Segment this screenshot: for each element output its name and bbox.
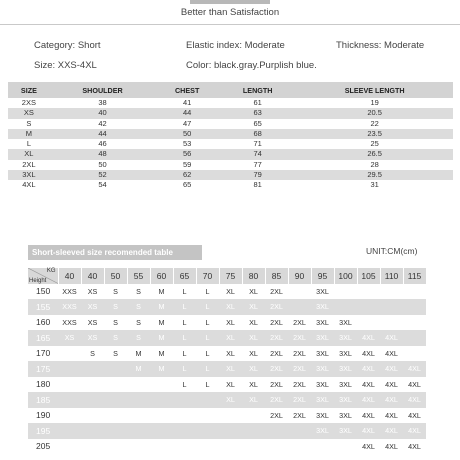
table-cell (357, 315, 380, 331)
table-cell: 2XL (270, 317, 283, 327)
table-cell: 4XL (357, 361, 380, 377)
size-table-header (8, 82, 453, 98)
recommend-table-header (28, 268, 426, 284)
table-cell: XL (8, 149, 50, 159)
table-row (8, 108, 453, 118)
table-cell: 62 (155, 170, 219, 180)
weight-header: 75 (219, 268, 242, 284)
table-cell: S (104, 330, 127, 346)
table-cell: 4XL (385, 441, 398, 451)
height-label: 185 (28, 392, 58, 408)
weight-header: 80 (242, 268, 265, 284)
table-cell: 28 (370, 159, 379, 169)
weight-header: 70 (196, 268, 219, 284)
table-cell: XL (242, 361, 265, 377)
table-cell: 2XL (270, 379, 283, 389)
height-label: 150 (36, 286, 51, 297)
table-cell (265, 439, 288, 455)
table-cell: 2XL (270, 348, 283, 358)
table-cell (357, 284, 380, 300)
weight-header: 95 (311, 268, 334, 284)
table-cell (58, 377, 81, 393)
table-cell (58, 361, 81, 377)
table-cell: 77 (253, 159, 262, 169)
weight-header: 85 (265, 268, 288, 284)
table-row (28, 315, 426, 331)
table-cell: 65 (253, 118, 262, 128)
weight-header: 40 (58, 268, 81, 284)
table-cell: L (182, 348, 187, 358)
table-cell: 4XL (362, 410, 375, 420)
table-cell: 4XL (403, 423, 426, 439)
table-cell: 2XL (265, 392, 288, 408)
table-cell (403, 284, 426, 300)
table-cell: XS (87, 286, 98, 296)
height-label: 155 (28, 299, 58, 315)
col-length-header: LENGTH (219, 82, 296, 98)
table-cell (380, 315, 403, 331)
table-cell: 3XL (339, 379, 352, 389)
brand-logo-fragment (190, 0, 270, 4)
recommend-table (28, 268, 427, 454)
table-cell: L (182, 379, 187, 389)
table-cell: 3XL (316, 317, 329, 327)
table-cell (104, 361, 127, 377)
weight-header: 110 (380, 268, 403, 284)
table-cell: XL (226, 286, 235, 296)
table-row (28, 392, 426, 408)
table-cell (334, 284, 357, 300)
table-cell: 26.5 (296, 149, 453, 159)
table-cell (104, 408, 127, 424)
unit-label: UNIT:CM(cm) (366, 246, 418, 256)
table-cell: 41 (182, 98, 192, 107)
table-cell: XL (242, 392, 265, 408)
table-cell: XL (219, 392, 242, 408)
height-label: 175 (28, 361, 58, 377)
table-cell: 50 (98, 159, 107, 169)
table-cell (127, 423, 150, 439)
table-cell: S (127, 330, 150, 346)
table-cell (403, 330, 426, 346)
col-shoulder-header: SHOULDER (50, 82, 156, 98)
table-cell: XXS (58, 299, 81, 315)
weight-header: 90 (288, 268, 311, 284)
table-cell: 2XL (265, 361, 288, 377)
table-row (8, 180, 453, 190)
corner-cell (28, 268, 58, 284)
table-row (28, 423, 426, 439)
table-cell: 3XL (334, 392, 357, 408)
table-row (8, 129, 453, 139)
height-label: 190 (36, 410, 51, 421)
table-cell: XS (81, 299, 104, 315)
table-cell: 3XL (311, 330, 334, 346)
table-cell: XL (219, 299, 242, 315)
table-cell: 4XL (380, 361, 403, 377)
table-cell: S (113, 286, 118, 296)
table-cell: 3XL (334, 330, 357, 346)
size-table (8, 82, 453, 191)
table-cell (81, 423, 104, 439)
table-cell (288, 423, 311, 439)
table-cell: 2XL (288, 361, 311, 377)
weight-header: 40 (81, 268, 104, 284)
table-cell: XL (249, 348, 258, 358)
table-cell (403, 315, 426, 331)
height-label: 205 (36, 441, 51, 452)
table-cell: M (8, 129, 50, 139)
table-cell: L (173, 299, 196, 315)
table-cell: M (150, 361, 173, 377)
table-cell: 3XL (334, 423, 357, 439)
table-cell: 4XL (362, 379, 375, 389)
table-cell: 42 (98, 118, 107, 128)
table-cell (173, 392, 196, 408)
table-cell: 25 (370, 139, 379, 149)
table-cell: S (104, 299, 127, 315)
weight-header: 105 (357, 268, 380, 284)
col-chest-header: CHEST (155, 82, 219, 98)
table-cell (58, 346, 81, 362)
table-cell: 2XL (293, 410, 306, 420)
table-cell (219, 423, 242, 439)
table-cell (288, 299, 311, 315)
table-cell (104, 377, 127, 393)
table-row (8, 139, 453, 149)
table-cell (150, 423, 173, 439)
table-cell: XL (226, 379, 235, 389)
table-cell (380, 284, 403, 300)
table-cell (150, 439, 173, 455)
table-cell: L (173, 330, 196, 346)
corner-kg-label: KG (46, 268, 56, 274)
table-cell: 2XS (21, 98, 36, 107)
table-cell (242, 423, 265, 439)
table-cell (104, 423, 127, 439)
corner-height-label: Height (29, 277, 47, 284)
table-cell: 3XL (311, 299, 334, 315)
table-cell: L (205, 286, 210, 296)
height-label: 170 (36, 348, 51, 359)
table-cell: L (182, 286, 187, 296)
table-cell: L (205, 317, 210, 327)
table-cell: S (127, 299, 150, 315)
table-cell: S (113, 317, 118, 327)
table-cell: XL (219, 330, 242, 346)
table-cell: 46 (98, 139, 107, 149)
table-cell: 3XL (311, 392, 334, 408)
table-cell (58, 439, 81, 455)
table-cell (380, 299, 403, 315)
table-cell (81, 408, 104, 424)
table-cell: 4XL (22, 180, 36, 190)
table-cell: M (150, 299, 173, 315)
table-cell: 2XL (293, 379, 306, 389)
table-cell: 4XL (380, 423, 403, 439)
table-cell: L (196, 330, 219, 346)
table-row (28, 330, 426, 346)
table-cell (219, 439, 242, 455)
table-cell: 3XL (339, 410, 352, 420)
table-cell: XL (226, 317, 235, 327)
spec-category: Category: Short (34, 40, 101, 51)
table-cell: 3XL (311, 423, 334, 439)
table-cell: L (196, 299, 219, 315)
table-cell: 4XL (380, 392, 403, 408)
col-size-header: SIZE (8, 82, 50, 98)
table-row (28, 346, 426, 362)
table-cell: XL (249, 317, 258, 327)
table-cell: 29.5 (296, 170, 453, 180)
table-cell: 3XL (316, 348, 329, 358)
table-cell: 3XL (311, 361, 334, 377)
table-cell: S (90, 348, 95, 358)
table-cell: 2XL (288, 392, 311, 408)
table-cell: XS (58, 330, 81, 346)
table-cell (58, 423, 81, 439)
table-cell: 81 (253, 180, 262, 190)
table-cell: L (173, 361, 196, 377)
table-cell: 3XL (316, 379, 329, 389)
table-cell: 4XL (380, 330, 403, 346)
spec-thickness: Thickness: Moderate (336, 40, 425, 51)
table-cell (265, 423, 288, 439)
table-cell: L (182, 317, 187, 327)
table-cell: 44 (50, 129, 156, 139)
table-cell: M (158, 348, 165, 358)
divider (0, 24, 460, 25)
table-cell: XXS (62, 286, 77, 296)
table-cell: 2XL (270, 410, 283, 420)
table-cell: 52 (50, 170, 156, 180)
table-cell: 4XL (385, 410, 398, 420)
table-cell: 22 (370, 118, 379, 128)
table-cell (81, 392, 104, 408)
table-cell: 4XL (408, 441, 421, 451)
weight-header: 115 (403, 268, 426, 284)
spec-color: Color: black.gray.Purplish blue. (186, 60, 317, 71)
table-cell (173, 423, 196, 439)
height-label: 160 (36, 317, 51, 328)
table-cell (127, 377, 150, 393)
table-cell: 47 (182, 118, 192, 128)
table-row (28, 299, 426, 315)
tagline: Better than Satisfaction (180, 7, 280, 18)
weight-header: 65 (173, 268, 196, 284)
height-label: 195 (28, 423, 58, 439)
recommend-table-title: Short-sleeved size recomended table (28, 245, 202, 260)
table-row (28, 284, 426, 300)
table-cell: M (158, 317, 165, 327)
table-cell (334, 299, 357, 315)
table-cell: 4XL (362, 441, 375, 451)
table-cell: 50 (155, 129, 219, 139)
table-row (28, 408, 426, 424)
weight-header: 60 (150, 268, 173, 284)
spec-size: Size: XXS-4XL (34, 60, 97, 71)
height-label: 165 (28, 330, 58, 346)
weight-header: 100 (334, 268, 357, 284)
table-cell (150, 377, 173, 393)
table-cell: 4XL (403, 392, 426, 408)
spec-elastic: Elastic index: Moderate (186, 40, 285, 51)
table-cell: 4XL (408, 410, 421, 420)
table-cell (196, 423, 219, 439)
table-row (28, 377, 426, 393)
table-cell: 63 (219, 108, 296, 118)
table-cell: L (26, 139, 31, 149)
table-cell: 56 (155, 149, 219, 159)
table-cell: 4XL (408, 379, 421, 389)
table-row (8, 149, 453, 159)
table-cell: L (205, 379, 210, 389)
table-cell (127, 439, 150, 455)
weight-header: 55 (127, 268, 150, 284)
table-cell: XS (81, 330, 104, 346)
table-cell (196, 439, 219, 455)
table-cell: XL (249, 286, 258, 296)
table-cell: 2XL (265, 330, 288, 346)
table-cell: 53 (182, 139, 192, 149)
table-cell: 3XL (316, 286, 329, 296)
table-cell (288, 439, 311, 455)
table-cell: 4XL (357, 392, 380, 408)
table-row (8, 98, 453, 108)
table-cell (127, 392, 150, 408)
table-cell: 71 (253, 139, 262, 149)
table-row (28, 361, 426, 377)
table-cell (173, 408, 196, 424)
table-cell (242, 439, 265, 455)
table-cell: S (136, 286, 141, 296)
table-cell: S (26, 118, 32, 128)
table-cell (58, 408, 81, 424)
table-cell: M (127, 361, 150, 377)
table-cell: 23.5 (296, 129, 453, 139)
table-cell (196, 408, 219, 424)
table-cell: M (150, 330, 173, 346)
table-cell: XL (242, 330, 265, 346)
table-cell: L (196, 361, 219, 377)
table-cell: L (205, 348, 210, 358)
table-cell: 2XL (22, 159, 36, 169)
table-cell: 4XL (362, 348, 375, 358)
table-cell: XL (242, 299, 265, 315)
table-cell (81, 439, 104, 455)
table-cell (173, 439, 196, 455)
table-cell: 38 (98, 98, 107, 107)
table-cell: S (113, 348, 118, 358)
table-cell: S (136, 317, 141, 327)
table-cell: 2XL (293, 348, 306, 358)
table-cell: XXS (62, 317, 77, 327)
table-cell (288, 284, 311, 300)
table-row (28, 439, 426, 455)
col-sleeve-header: SLEEVE LENGTH (296, 82, 453, 98)
table-cell: 68 (219, 129, 296, 139)
table-cell: 48 (50, 149, 156, 159)
table-cell: 4XL (357, 423, 380, 439)
table-cell: XS (87, 317, 98, 327)
table-cell: 54 (98, 180, 107, 190)
table-cell (403, 299, 426, 315)
table-cell: 74 (219, 149, 296, 159)
table-cell (219, 408, 242, 424)
table-cell (196, 392, 219, 408)
table-cell (58, 392, 81, 408)
table-cell: M (158, 286, 165, 296)
table-cell: 3XL (8, 170, 50, 180)
table-cell: 4XL (403, 361, 426, 377)
table-row (8, 119, 453, 129)
table-cell: 2XL (288, 330, 311, 346)
table-cell (403, 346, 426, 362)
table-cell: 3XL (334, 361, 357, 377)
table-cell: 65 (182, 180, 192, 190)
table-cell: XL (249, 379, 258, 389)
table-cell: 59 (182, 159, 192, 169)
table-cell: M (135, 348, 142, 358)
table-cell: 31 (370, 180, 379, 190)
table-cell: 3XL (316, 410, 329, 420)
table-cell (81, 377, 104, 393)
weight-header: 50 (104, 268, 127, 284)
height-label: 180 (36, 379, 51, 390)
table-cell (104, 392, 127, 408)
table-cell: 20.5 (296, 108, 453, 118)
table-cell (81, 361, 104, 377)
table-cell (104, 439, 127, 455)
table-cell: 2XL (270, 286, 283, 296)
table-cell: 3XL (339, 348, 352, 358)
table-cell: XL (219, 361, 242, 377)
table-cell: 40 (50, 108, 156, 118)
table-cell: 4XL (357, 330, 380, 346)
table-cell: 4XL (385, 379, 398, 389)
table-cell (150, 408, 173, 424)
table-cell: 2XL (293, 317, 306, 327)
table-row (8, 170, 453, 180)
table-cell (150, 392, 173, 408)
table-cell: 2XL (265, 299, 288, 315)
table-cell: 3XL (339, 317, 352, 327)
table-cell (334, 439, 357, 455)
table-cell: 44 (155, 108, 219, 118)
table-cell (357, 299, 380, 315)
table-cell: 61 (253, 98, 262, 107)
table-cell (127, 408, 150, 424)
table-cell (242, 408, 265, 424)
table-cell: XL (226, 348, 235, 358)
table-cell: 19 (370, 98, 379, 107)
table-cell (311, 439, 334, 455)
table-cell: 4XL (385, 348, 398, 358)
table-cell: 79 (219, 170, 296, 180)
table-row (8, 160, 453, 170)
table-cell: XS (8, 108, 50, 118)
